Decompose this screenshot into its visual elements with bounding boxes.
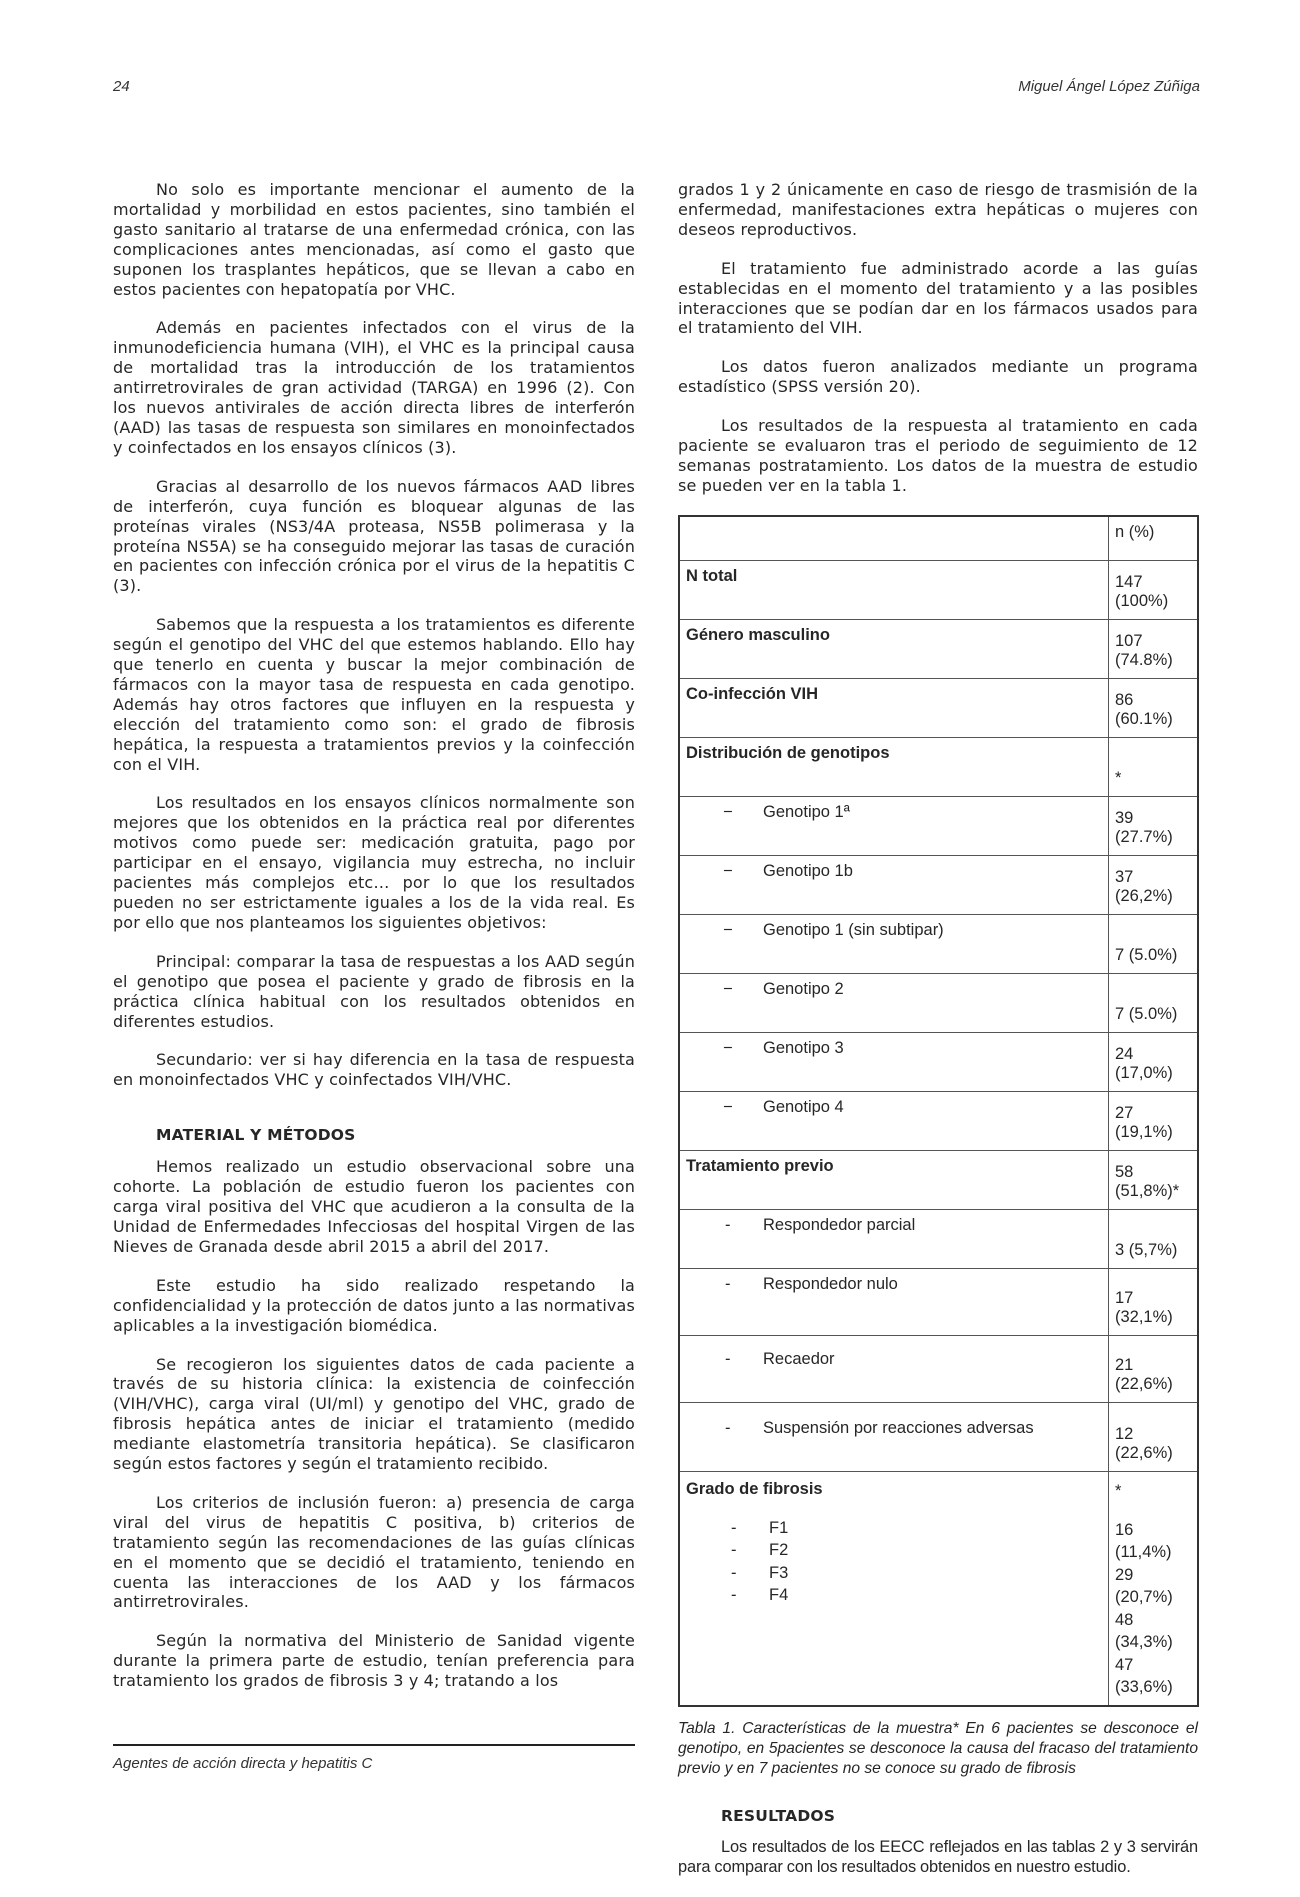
body-paragraph: Los datos fueron analizados mediante un programa estadístico (SPSS versión 20). — [678, 357, 1198, 397]
table-label: Genotipo 3 — [763, 1038, 844, 1057]
table-value-cell: 17 (32,1%) — [1109, 1268, 1199, 1335]
table-caption: Tabla 1. Características de la muestra* En 6 pacientes se desconoce el genotipo, en 5pacientes se desconoce la causa del fracaso del tratamiento previo y en 7 pacientes no se conoce su grado de fibrosis — [678, 1719, 1198, 1777]
fibrosis-grade-value: 29 (20,7%) — [1115, 1565, 1173, 1607]
fibrosis-grade-item — [686, 1584, 1102, 1607]
table-value-cell: 7 (5.0%) — [1109, 973, 1199, 1032]
body-paragraph: El tratamiento fue administrado acorde a las guías establecidas en el momento del tratamiento y a las posibles interacciones que se podían dar en los fármacos usados para el tratamiento del VIH. — [678, 258, 1198, 338]
table-value-cell: 27 (19,1%) — [1109, 1091, 1199, 1150]
fibrosis-grade-value: 47 (33,6%) — [1115, 1655, 1173, 1697]
table-label-cell — [679, 1402, 1109, 1471]
table-row — [679, 1335, 1198, 1402]
list-dash: - — [725, 1215, 731, 1234]
list-dash: − — [723, 1038, 733, 1057]
table-label-cell — [679, 1091, 1109, 1150]
body-paragraph: Los resultados en los ensayos clínicos normalmente son mejores que los obtenidos en la práctica real por diferentes motivos como puede ser: medicación gratuita, pago por participar en el ensayo, vigilancia muy estrecha, no incluir pacientes más complejos etc… por lo que los resultados pueden no ser estrictamente iguales a los de la vida real. Es por ello que nos planteamos los siguientes objetivos: — [113, 793, 635, 932]
table-label-cell — [679, 1268, 1109, 1335]
table-value-cell: 21 (22,6%) — [1109, 1335, 1199, 1402]
objective-secondary: Secundario: ver si hay diferencia en la tasa de respuesta en monoinfectados VHC y coinfectados VIH/VHC. — [113, 1050, 635, 1090]
table-label-cell — [679, 796, 1109, 855]
table-value-cell: 86 (60.1%) — [1109, 678, 1199, 737]
table-label-cell — [679, 973, 1109, 1032]
table-label-cell — [679, 1209, 1109, 1268]
table-label: Genotipo 2 — [763, 979, 844, 998]
table-value-cell: 39 (27.7%) — [1109, 796, 1199, 855]
right-column — [678, 180, 1198, 1897]
section-heading-methods: MATERIAL Y MÉTODOS — [156, 1126, 356, 1145]
body-paragraph: Este estudio ha sido realizado respetando la confidencialidad y la protección de datos junto a las normativas aplicables a la investigación biomédica. — [113, 1275, 635, 1335]
table-row — [679, 737, 1198, 796]
table-label: Recaedor — [763, 1349, 835, 1368]
footer-title: Agentes de acción directa y hepatitis C — [113, 1755, 373, 1772]
table-label-cell: Tratamiento previo — [679, 1150, 1109, 1209]
table-row — [679, 1150, 1198, 1209]
body-paragraph: Gracias al desarrollo de los nuevos fármacos AAD libres de interferón, cuya función es bloquear algunas de las proteínas virales (NS3/4A proteasa, NS5B polimerasa y la proteína NS5A) se ha conseguido mejorar las tasas de curación en pacientes con infección crónica por el virus de la hepatitis C (3). — [113, 476, 635, 596]
fibrosis-grade-item — [686, 1562, 1102, 1585]
table-label-cell: Co-infección VIH — [679, 678, 1109, 737]
table-label: Suspensión por reacciones adversas — [763, 1418, 1034, 1437]
body-paragraph: Según la normativa del Ministerio de Sanidad vigente durante la primera parte de estudio, tenían preferencia para tratamiento los grados de fibrosis 3 y 4; tratando a los — [113, 1631, 635, 1691]
table-label: Genotipo 1ª — [763, 802, 850, 821]
fibrosis-grade-item — [686, 1517, 1102, 1540]
fibrosis-grade-value: 16 (11,4%) — [1115, 1520, 1172, 1562]
body-paragraph: Los criterios de inclusión fueron: a) presencia de carga viral del virus de hepatitis C positiva, b) criterios de tratamiento según las recomendaciones de las guías clínicas en el momento que se decidió el tratamiento, teniendo en cuenta las interacciones de los AAD y los fármacos antirretrovirales. — [113, 1492, 635, 1612]
table-label-cell — [679, 1032, 1109, 1091]
table-header-row — [679, 516, 1198, 561]
body-paragraph: Además en pacientes infectados con el virus de la inmunodeficiencia humana (VIH), el VHC es la principal causa de mortalidad tras la introducción de los tratamientos antirretrovirales de gran actividad (TARGA) en 1996 (2). Con los nuevos antivirales de acción directa libres de interferón (AAD) las tasas de respuesta son similares en monoinfectados y coinfectados en los ensayos clínicos (3). — [113, 318, 635, 457]
body-paragraph: Los resultados de la respuesta al tratamiento en cada paciente se evaluaron tras el periodo de seguimiento de 12 semanas postratamiento. Los datos de la muestra de estudio se pueden ver en la tabla 1. — [678, 416, 1198, 495]
fibrosis-grade-value: 48 (34,3%) — [1115, 1610, 1173, 1652]
running-head-author: Miguel Ángel López Zúñiga — [1018, 78, 1200, 95]
table-label-cell — [679, 914, 1109, 973]
table-value-cell: 107 (74.8%) — [1109, 619, 1199, 678]
table-row — [679, 855, 1198, 914]
table-row — [679, 796, 1198, 855]
table-row — [679, 1209, 1198, 1268]
sample-characteristics-table — [678, 515, 1199, 1707]
table-label-cell: Distribución de genotipos — [679, 737, 1109, 796]
fibrosis-title: Grado de fibrosis — [686, 1479, 823, 1498]
body-paragraph: Se recogieron los siguientes datos de cada paciente a través de su historia clínica: la existencia de coinfección (VIH/VHC), carga viral (UI/ml) y genotipo del VHC, grado de fibrosis hepática antes de iniciar el tratamiento (medido mediante elastometría transitoria hepática). Se clasificaron según estos factores y según el tratamiento recibido. — [113, 1354, 635, 1474]
table-value-cell: 147 (100%) — [1109, 560, 1199, 619]
body-paragraph: No solo es importante mencionar el aumento de la mortalidad y morbilidad en estos pacientes, sino también el gasto sanitario al tratarse de una enfermedad crónica, con las complicaciones antes mencionadas, así como el gasto que suponen los trasplantes hepáticos, que se llevan a cabo en estos pacientes con hepatopatía por VHC. — [113, 180, 635, 299]
table-value-cell: * — [1109, 737, 1199, 796]
left-column — [113, 180, 635, 1710]
table-value-cell: 58 (51,8%)* — [1109, 1150, 1199, 1209]
list-dash: − — [723, 802, 733, 821]
body-paragraph: Los resultados de los EECC reflejados en las tablas 2 y 3 servirán para comparar con los resultados obtenidos en nuestro estudio. — [678, 1837, 1198, 1876]
table-label: Genotipo 1b — [763, 861, 853, 880]
body-paragraph: Hemos realizado un estudio observacional sobre una cohorte. La población de estudio fueron los pacientes con carga viral positiva del VHC que acudieron a la consulta de la Unidad de Enfermedades Infecciosas del hospital Virgen de las Nieves de Granada desde abril 2015 a abril del 2017. — [113, 1157, 635, 1256]
list-dash: - — [731, 1586, 737, 1605]
body-paragraph: grados 1 y 2 únicamente en caso de riesgo de trasmisión de la enfermedad, manifestaciones extra hepáticas o mujeres con deseos reproductivos. — [678, 180, 1198, 239]
fibrosis-grade-label: F3 — [769, 1563, 789, 1582]
footer-rule — [113, 1744, 635, 1746]
table-label-cell: N total — [679, 560, 1109, 619]
table-row — [679, 1268, 1198, 1335]
table-row — [679, 1091, 1198, 1150]
page-number: 24 — [113, 78, 130, 95]
list-dash: - — [725, 1418, 731, 1437]
list-dash: − — [723, 920, 733, 939]
table-label: Genotipo 4 — [763, 1097, 844, 1116]
list-dash: - — [731, 1518, 737, 1537]
list-dash: − — [723, 1097, 733, 1116]
table-row — [679, 678, 1198, 737]
objective-principal: Principal: comparar la tasa de respuestas a los AAD según el genotipo que posea el paciente y grado de fibrosis en la práctica clínica habitual con los resultados obtenidos en diferentes estudios. — [113, 951, 635, 1031]
table-value-cell — [1109, 1471, 1199, 1706]
table-label-cell: Género masculino — [679, 619, 1109, 678]
table-row — [679, 1402, 1198, 1471]
table-label-cell — [679, 1335, 1109, 1402]
fibrosis-grade-label: F4 — [769, 1586, 789, 1605]
fibrosis-grade-label: F2 — [769, 1541, 789, 1560]
list-dash: - — [731, 1563, 737, 1582]
table-label: Respondedor parcial — [763, 1215, 916, 1234]
table-row — [679, 560, 1198, 619]
table-header-cell: n (%) — [1109, 516, 1199, 561]
table-row — [679, 973, 1198, 1032]
list-dash: − — [723, 861, 733, 880]
table-label: Genotipo 1 (sin subtipar) — [763, 920, 944, 939]
list-dash: − — [723, 979, 733, 998]
table-label-cell — [679, 1471, 1109, 1706]
fibrosis-note-marker: * — [1115, 1481, 1122, 1500]
table-row — [679, 619, 1198, 678]
table-row — [679, 1032, 1198, 1091]
table-value-cell: 7 (5.0%) — [1109, 914, 1199, 973]
table-header-cell — [679, 516, 1109, 561]
section-heading-results: RESULTADOS — [721, 1806, 836, 1825]
fibrosis-grade-label: F1 — [769, 1518, 789, 1537]
list-dash: - — [731, 1541, 737, 1560]
list-dash: - — [725, 1274, 731, 1293]
fibrosis-grade-item — [686, 1539, 1102, 1562]
table-value-cell: 3 (5,7%) — [1109, 1209, 1199, 1268]
table-row — [679, 914, 1198, 973]
table-value-cell: 24 (17,0%) — [1109, 1032, 1199, 1091]
list-dash: - — [725, 1349, 731, 1368]
table-value-cell: 12 (22,6%) — [1109, 1402, 1199, 1471]
table-value-cell: 37 (26,2%) — [1109, 855, 1199, 914]
table-label: Respondedor nulo — [763, 1274, 898, 1293]
table-label-cell — [679, 855, 1109, 914]
table-row-fibrosis — [679, 1471, 1198, 1706]
body-paragraph: Sabemos que la respuesta a los tratamientos es diferente según el genotipo del VHC del que estemos hablando. Ello hay que tenerlo en cuenta y buscar la mejor combinación de fármacos con la mayor tasa de respuesta en cada genotipo. Además hay otros factores que influyen en la respuesta y elección del tratamiento como son: el grado de fibrosis hepática, la respuesta a tratamientos previos y la coinfección con el VIH. — [113, 615, 635, 774]
